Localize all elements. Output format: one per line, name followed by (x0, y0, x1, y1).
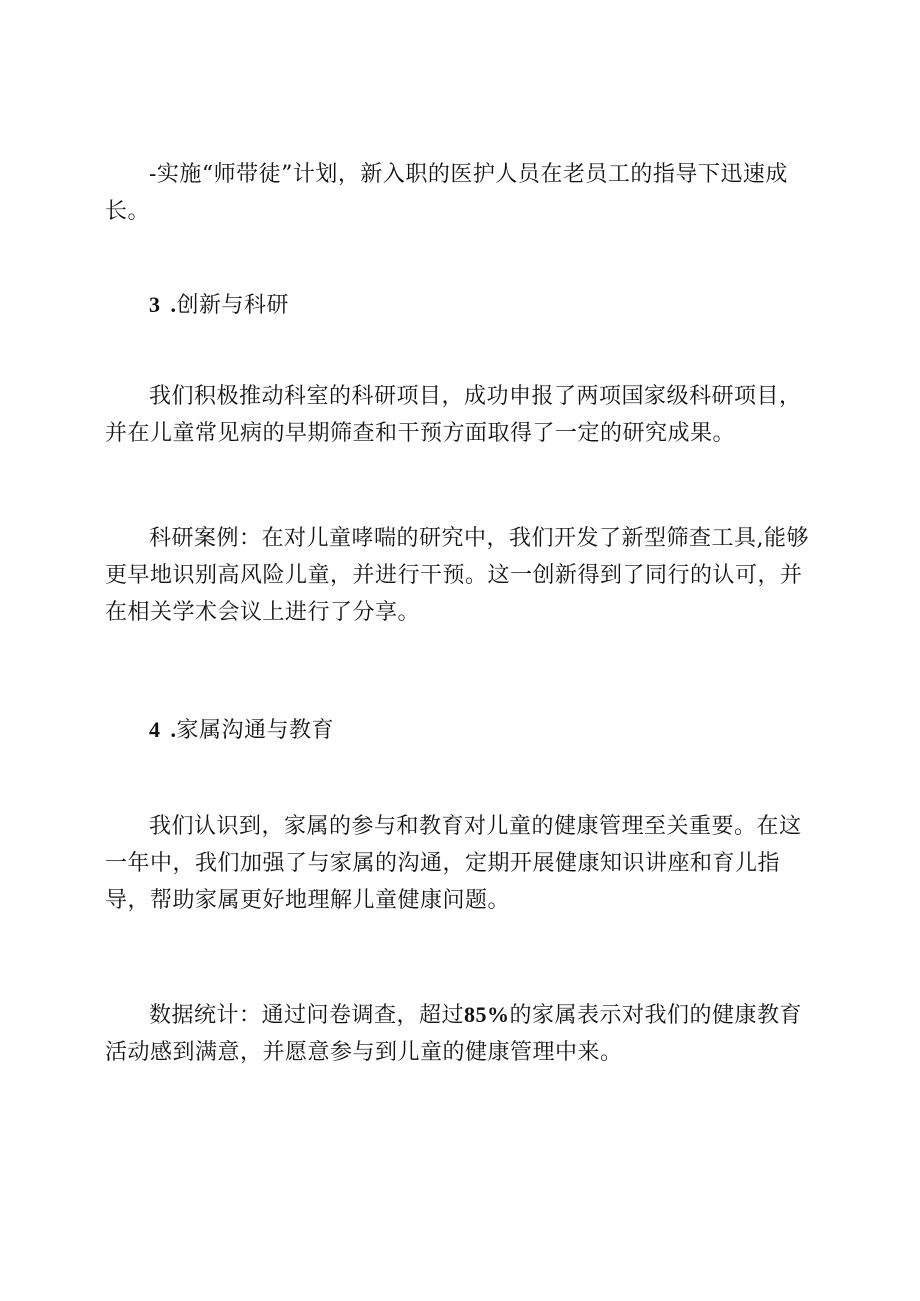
paragraph-statistics (105, 996, 815, 1071)
section-number: 3 (149, 292, 161, 317)
stat-value: 85% (464, 1002, 510, 1027)
section-title: 家属沟通与教育 (176, 718, 335, 743)
section-heading-family (149, 711, 334, 749)
paragraph-family-education: 我们认识到，家属的参与和教育对儿童的健康管理至关重要。在这一年中，我们加强了与家属的沟通，定期开展健康知识讲座和育儿指导，帮助家属更好地理解儿童健康问题。 (105, 814, 802, 913)
stat-text-before: 数据统计：通过问卷调查，超过 (149, 1003, 465, 1028)
paragraph-mentorship: -实施“师带徒”计划，新入职的医护人员在老员工的指导下迅速成长。 (105, 162, 788, 224)
paragraph-research-case: 科研案例：在对儿童哮喘的研究中，我们开发了新型筛查工具,能够更早地识别高风险儿童，并进行干预。这一创新得到了同行的认可，并在相关学术会议上进行了分享。 (105, 526, 809, 625)
section-number: 4 (149, 717, 161, 742)
section-dot: . (170, 292, 177, 317)
stat-text-after: 的家属表示对我们的健康教育活动感到满意，并愿意参与到儿童的健康管理中来。 (105, 1003, 803, 1065)
section-dot: . (170, 717, 177, 742)
section-title: 创新与科研 (176, 293, 290, 318)
section-heading-innovation (149, 286, 289, 324)
paragraph-research-projects: 我们积极推动科室的科研项目，成功申报了两项国家级科研项目，并在儿童常见病的早期筛查和干预方面取得了一定的研究成果。 (105, 384, 802, 446)
